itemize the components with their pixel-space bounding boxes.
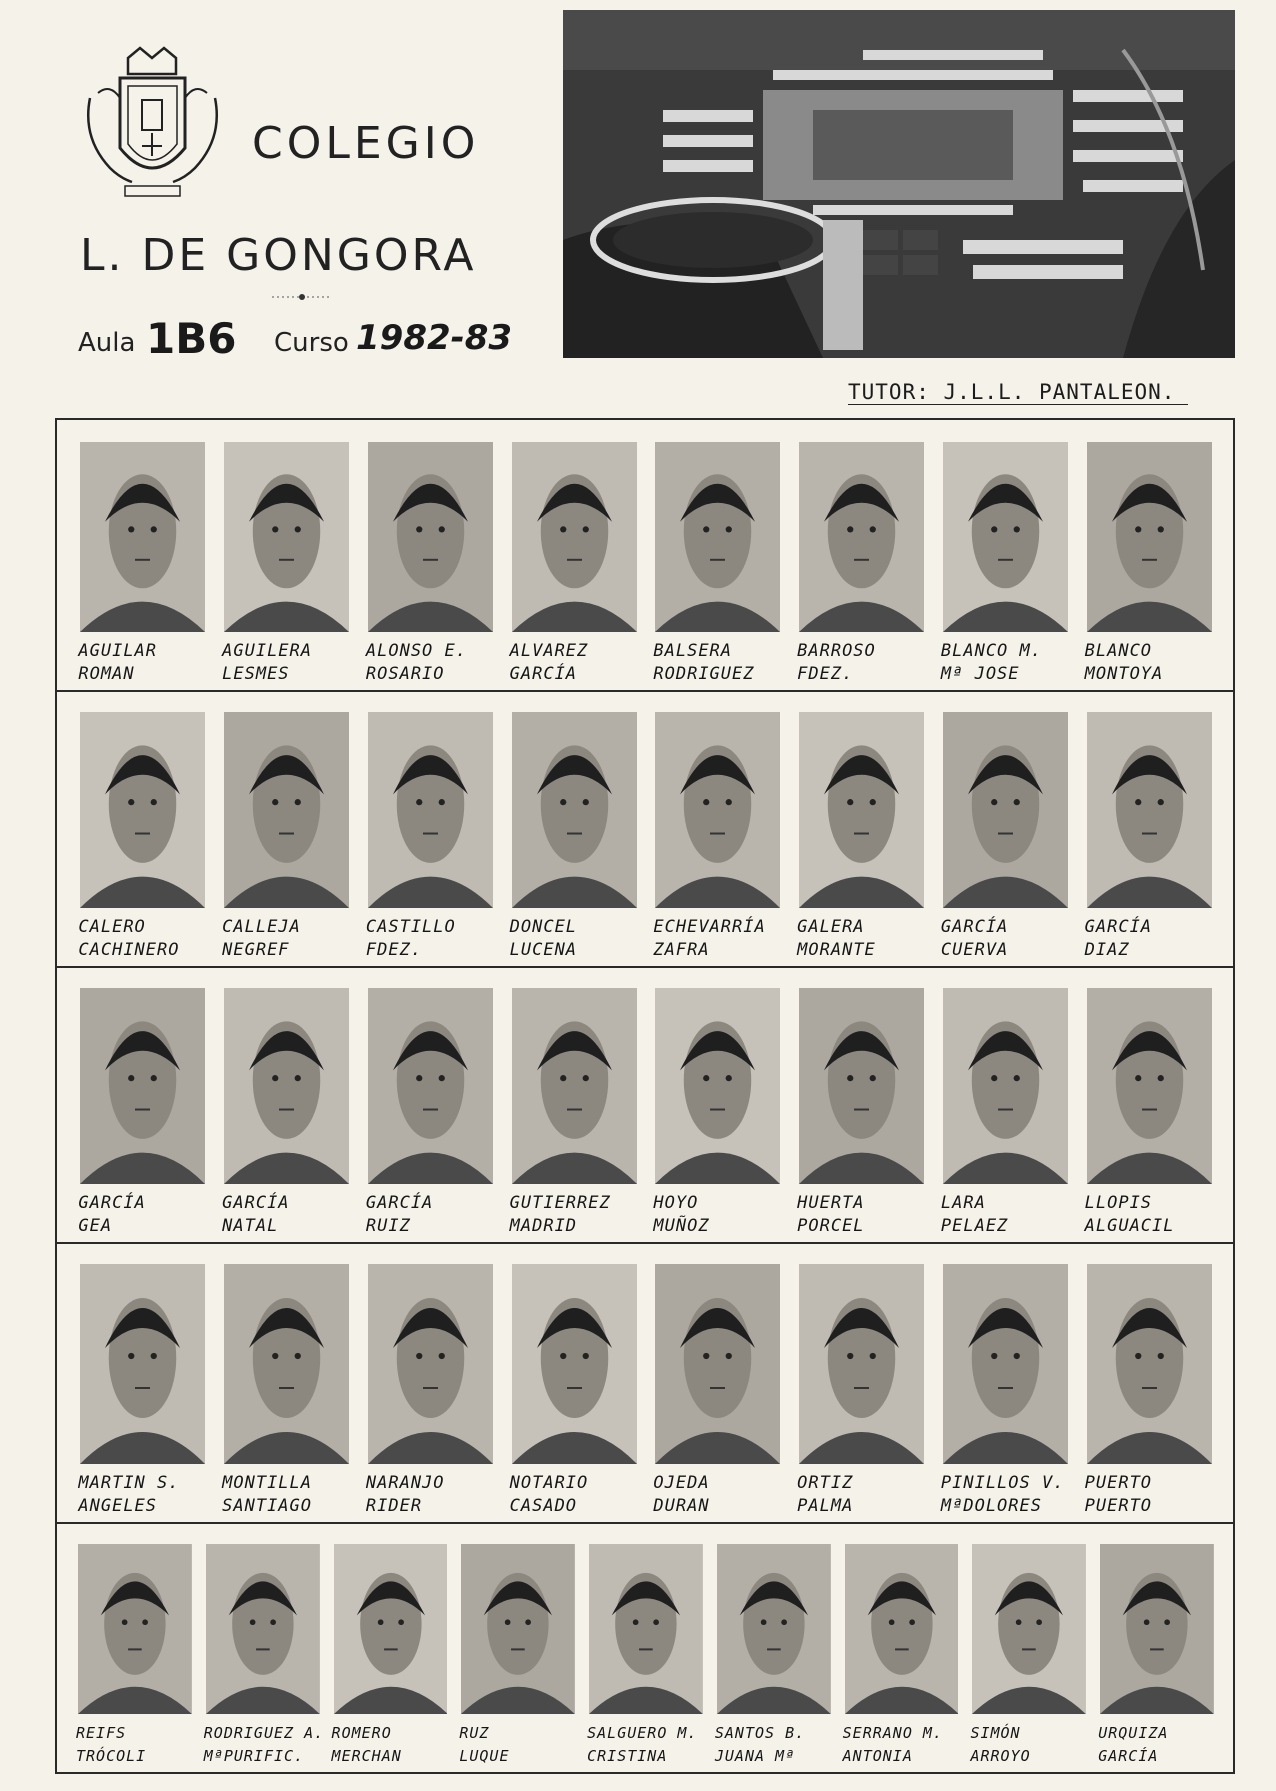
student-name xyxy=(653,1472,709,1518)
student-card xyxy=(506,442,650,692)
student-name xyxy=(797,640,876,686)
student-card xyxy=(219,1264,363,1524)
student-portrait xyxy=(655,712,780,908)
student-name xyxy=(78,916,179,962)
student-name-line1: BALSERA xyxy=(653,641,733,661)
student-name xyxy=(76,1722,146,1768)
student-portrait xyxy=(799,988,924,1184)
student-name-line2: NEGREF xyxy=(222,940,290,960)
student-portrait xyxy=(368,1264,493,1464)
student-name-line2: LUQUE xyxy=(459,1747,510,1765)
student-name-line1: GUTIERREZ xyxy=(509,1193,611,1213)
student-card xyxy=(1081,442,1225,692)
student-name xyxy=(797,1192,864,1238)
tutor-underline xyxy=(848,404,1188,405)
student-portrait xyxy=(368,442,493,632)
student-portrait xyxy=(1087,712,1212,908)
student-name-line1: ECHEVARRÍA xyxy=(653,917,766,937)
student-portrait xyxy=(80,442,205,632)
student-name-line1: PINILLOS V. xyxy=(940,1473,1065,1493)
student-portrait xyxy=(512,712,637,908)
student-card xyxy=(219,988,363,1244)
student-name-line2: PUERTO xyxy=(1084,1496,1153,1516)
student-portrait xyxy=(717,1544,831,1714)
student-name-line1: NARANJO xyxy=(365,1473,445,1493)
student-portrait xyxy=(1087,988,1212,1184)
student-card xyxy=(219,442,363,692)
student-portrait xyxy=(80,1264,205,1464)
student-name-line2: JUANA Mª xyxy=(714,1747,796,1765)
student-name-line1: GARCÍA xyxy=(78,1193,146,1213)
student-card xyxy=(363,712,507,968)
student-name xyxy=(1085,1192,1175,1238)
student-name-line2: GARCÍA xyxy=(509,664,578,684)
student-portrait xyxy=(461,1544,575,1714)
student-card xyxy=(331,1544,459,1774)
student-card xyxy=(75,988,219,1244)
campus-aerial-photo xyxy=(563,10,1235,358)
student-name-line1: GARCÍA xyxy=(940,917,1009,937)
student-name-line2: MERCHAN xyxy=(331,1747,402,1765)
student-name-line2: NATAL xyxy=(222,1216,279,1236)
student-card xyxy=(506,1264,650,1524)
student-name xyxy=(366,1192,433,1238)
student-name-line1: ORTIZ xyxy=(797,1473,854,1493)
student-name xyxy=(510,916,577,962)
student-name-line2: PORCEL xyxy=(797,1216,865,1236)
student-card xyxy=(363,988,507,1244)
student-portrait xyxy=(512,988,637,1184)
student-name xyxy=(970,1722,1030,1768)
student-name xyxy=(78,1192,145,1238)
student-portrait xyxy=(224,1264,349,1464)
student-name-line1: GALERA xyxy=(797,917,865,937)
student-name xyxy=(797,1472,853,1518)
student-card xyxy=(75,442,219,692)
student-name-line2: MUÑOZ xyxy=(653,1216,710,1236)
student-name-line2: MONTOYA xyxy=(1084,664,1164,684)
student-portrait xyxy=(334,1544,448,1714)
student-name xyxy=(1098,1722,1168,1768)
student-name-line1: RUZ xyxy=(459,1724,490,1742)
student-name-line2: MªDOLORES xyxy=(940,1496,1042,1516)
student-name-line2: DURAN xyxy=(653,1496,710,1516)
student-name-line1: CALERO xyxy=(78,917,146,937)
student-name-line1: BARROSO xyxy=(797,641,876,661)
student-card xyxy=(75,1264,219,1524)
student-portrait xyxy=(512,1264,637,1464)
student-portrait xyxy=(368,712,493,908)
student-name xyxy=(843,1722,943,1768)
student-portrait xyxy=(655,442,780,632)
student-name xyxy=(587,1722,697,1768)
student-name xyxy=(78,640,157,686)
student-portrait xyxy=(368,988,493,1184)
student-name-line1: GARCÍA xyxy=(1084,917,1153,937)
student-portrait xyxy=(224,712,349,908)
student-name-line2: ANTONIA xyxy=(842,1747,913,1765)
student-name-line2: DIAZ xyxy=(1084,940,1130,960)
student-name xyxy=(366,1472,445,1518)
student-name xyxy=(510,640,589,686)
student-card xyxy=(75,1544,203,1774)
student-name-line2: ROSARIO xyxy=(365,664,445,684)
student-card xyxy=(650,442,794,692)
student-name-line2: SANTIAGO xyxy=(222,1496,313,1516)
student-name-line1: RODRIGUEZ A. xyxy=(203,1724,325,1742)
student-name-line2: RIDER xyxy=(365,1496,423,1516)
student-portrait xyxy=(1087,442,1212,632)
student-name xyxy=(1085,1472,1152,1518)
student-name-line1: PUERTO xyxy=(1084,1473,1153,1493)
student-name xyxy=(715,1722,805,1768)
student-portrait xyxy=(80,988,205,1184)
student-name xyxy=(204,1722,324,1768)
tutor-label: TUTOR: J.L.L. PANTALEON. xyxy=(848,380,1176,404)
student-name-line2: FDEZ. xyxy=(797,664,854,684)
student-name-line1: REIFS xyxy=(76,1724,127,1742)
student-name-line2: CASADO xyxy=(509,1496,578,1516)
school-crest xyxy=(80,38,225,203)
student-name xyxy=(1085,916,1152,962)
student-name xyxy=(797,916,876,962)
student-name-line2: CUERVA xyxy=(940,940,1009,960)
student-name-line1: ROMERO xyxy=(331,1724,392,1742)
student-name-line1: LLOPIS xyxy=(1084,1193,1153,1213)
student-card xyxy=(1081,988,1225,1244)
student-name xyxy=(222,640,312,686)
student-portrait xyxy=(655,1264,780,1464)
student-portrait xyxy=(589,1544,703,1714)
student-portrait xyxy=(224,442,349,632)
student-card xyxy=(75,712,219,968)
student-card xyxy=(219,712,363,968)
student-card xyxy=(938,1264,1082,1524)
student-card xyxy=(363,442,507,692)
student-name-line2: LUCENA xyxy=(509,940,578,960)
student-portrait xyxy=(224,988,349,1184)
student-card xyxy=(1081,1264,1225,1524)
student-card xyxy=(794,988,938,1244)
student-name-line1: SIMÓN xyxy=(970,1724,1021,1742)
student-name-line2: MADRID xyxy=(509,1216,578,1236)
school-name-line2: L. DE GONGORA xyxy=(80,230,477,281)
student-name-line2: ALGUACIL xyxy=(1084,1216,1175,1236)
student-portrait xyxy=(78,1544,192,1714)
student-name xyxy=(941,916,1008,962)
student-card xyxy=(650,988,794,1244)
student-name-line1: HOYO xyxy=(653,1193,699,1213)
student-name-line2: ROMAN xyxy=(78,664,135,684)
student-card xyxy=(650,712,794,968)
student-name-line2: RUIZ xyxy=(365,1216,411,1236)
student-name xyxy=(941,640,1042,686)
student-name-line1: OJEDA xyxy=(653,1473,710,1493)
student-portrait xyxy=(943,1264,1068,1464)
student-name-line2: CRISTINA xyxy=(587,1747,668,1765)
student-name-line1: AGUILAR xyxy=(78,641,158,661)
student-name xyxy=(222,1472,312,1518)
decorative-divider xyxy=(272,286,332,294)
school-name-line1: COLEGIO xyxy=(252,118,480,169)
student-name xyxy=(941,1472,1065,1518)
student-name-line2: MªPURIFIC. xyxy=(203,1747,305,1765)
student-name-line2: TRÓCOLI xyxy=(76,1747,147,1765)
aula-label: Aula xyxy=(78,328,136,358)
student-card xyxy=(938,988,1082,1244)
curso-value: 1982-83 xyxy=(356,318,513,358)
student-name-line2: RODRIGUEZ xyxy=(653,664,755,684)
student-name-line1: CASTILLO xyxy=(365,917,456,937)
student-name-line1: HUERTA xyxy=(797,1193,865,1213)
student-name xyxy=(510,1472,589,1518)
student-card xyxy=(458,1544,586,1774)
student-card xyxy=(714,1544,842,1774)
student-card xyxy=(203,1544,331,1774)
student-name-line1: DONCEL xyxy=(509,917,578,937)
student-name-line1: NOTARIO xyxy=(509,1473,589,1493)
student-name-line2: CACHINERO xyxy=(78,940,180,960)
student-name xyxy=(510,1192,611,1238)
student-card xyxy=(506,712,650,968)
student-name xyxy=(653,640,754,686)
student-name-line2: ZAFRA xyxy=(653,940,710,960)
student-name-line2: GARCÍA xyxy=(1098,1747,1159,1765)
student-name-line1: SALGUERO M. xyxy=(587,1724,698,1742)
student-name-line1: LARA xyxy=(940,1193,986,1213)
student-name xyxy=(366,916,456,962)
student-name-line1: BLANCO xyxy=(1084,641,1153,661)
student-card xyxy=(650,1264,794,1524)
student-portrait xyxy=(799,442,924,632)
student-portrait xyxy=(655,988,780,1184)
student-name-line2: PALMA xyxy=(797,1496,854,1516)
student-name-line2: ARROYO xyxy=(970,1747,1031,1765)
student-name-line1: GARCÍA xyxy=(365,1193,434,1213)
curso-label: Curso xyxy=(274,328,349,358)
student-portrait xyxy=(1087,1264,1212,1464)
student-portrait xyxy=(80,712,205,908)
student-card xyxy=(794,1264,938,1524)
student-name-line1: SERRANO M. xyxy=(842,1724,943,1742)
student-name-line1: MARTIN S. xyxy=(78,1473,180,1493)
student-portrait xyxy=(845,1544,959,1714)
student-name-line1: ALONSO E. xyxy=(365,641,467,661)
student-name-line2: GEA xyxy=(78,1216,113,1236)
student-name-line2: ANGELES xyxy=(78,1496,158,1516)
student-name xyxy=(653,1192,709,1238)
student-name-line2: LESMES xyxy=(222,664,290,684)
student-portrait xyxy=(943,712,1068,908)
student-name xyxy=(366,640,467,686)
student-portrait xyxy=(512,442,637,632)
student-name-line1: URQUIZA xyxy=(1098,1724,1169,1742)
student-name-line1: CALLEJA xyxy=(222,917,301,937)
student-name-line1: BLANCO M. xyxy=(940,641,1042,661)
student-name-line2: PELAEZ xyxy=(940,1216,1009,1236)
student-card xyxy=(1097,1544,1225,1774)
student-name xyxy=(222,1192,289,1238)
student-portrait xyxy=(943,442,1068,632)
student-portrait xyxy=(943,988,1068,1184)
student-portrait xyxy=(206,1544,320,1714)
aula-value: 1B6 xyxy=(146,314,237,363)
student-name xyxy=(459,1722,509,1768)
student-card xyxy=(794,712,938,968)
student-portrait xyxy=(799,712,924,908)
student-portrait xyxy=(972,1544,1086,1714)
student-card xyxy=(842,1544,970,1774)
class-info xyxy=(78,314,538,364)
student-card xyxy=(969,1544,1097,1774)
student-card xyxy=(938,712,1082,968)
student-portrait xyxy=(799,1264,924,1464)
student-name-line2: FDEZ. xyxy=(365,940,423,960)
student-name-line1: ALVAREZ xyxy=(509,641,589,661)
student-name-line1: SANTOS B. xyxy=(714,1724,806,1742)
student-name-line2: MORANTE xyxy=(797,940,876,960)
student-name-line1: AGUILERA xyxy=(222,641,313,661)
student-name xyxy=(332,1722,402,1768)
student-name xyxy=(941,1192,1008,1238)
student-name xyxy=(1085,640,1164,686)
student-card xyxy=(1081,712,1225,968)
student-name xyxy=(78,1472,179,1518)
student-name-line2: Mª JOSE xyxy=(940,664,1020,684)
student-name xyxy=(653,916,765,962)
student-name xyxy=(222,916,301,962)
student-card xyxy=(794,442,938,692)
student-name-line1: MONTILLA xyxy=(222,1473,313,1493)
student-name-line1: GARCÍA xyxy=(222,1193,290,1213)
student-card xyxy=(586,1544,714,1774)
student-portrait xyxy=(1100,1544,1214,1714)
student-card xyxy=(938,442,1082,692)
student-card xyxy=(506,988,650,1244)
student-card xyxy=(363,1264,507,1524)
